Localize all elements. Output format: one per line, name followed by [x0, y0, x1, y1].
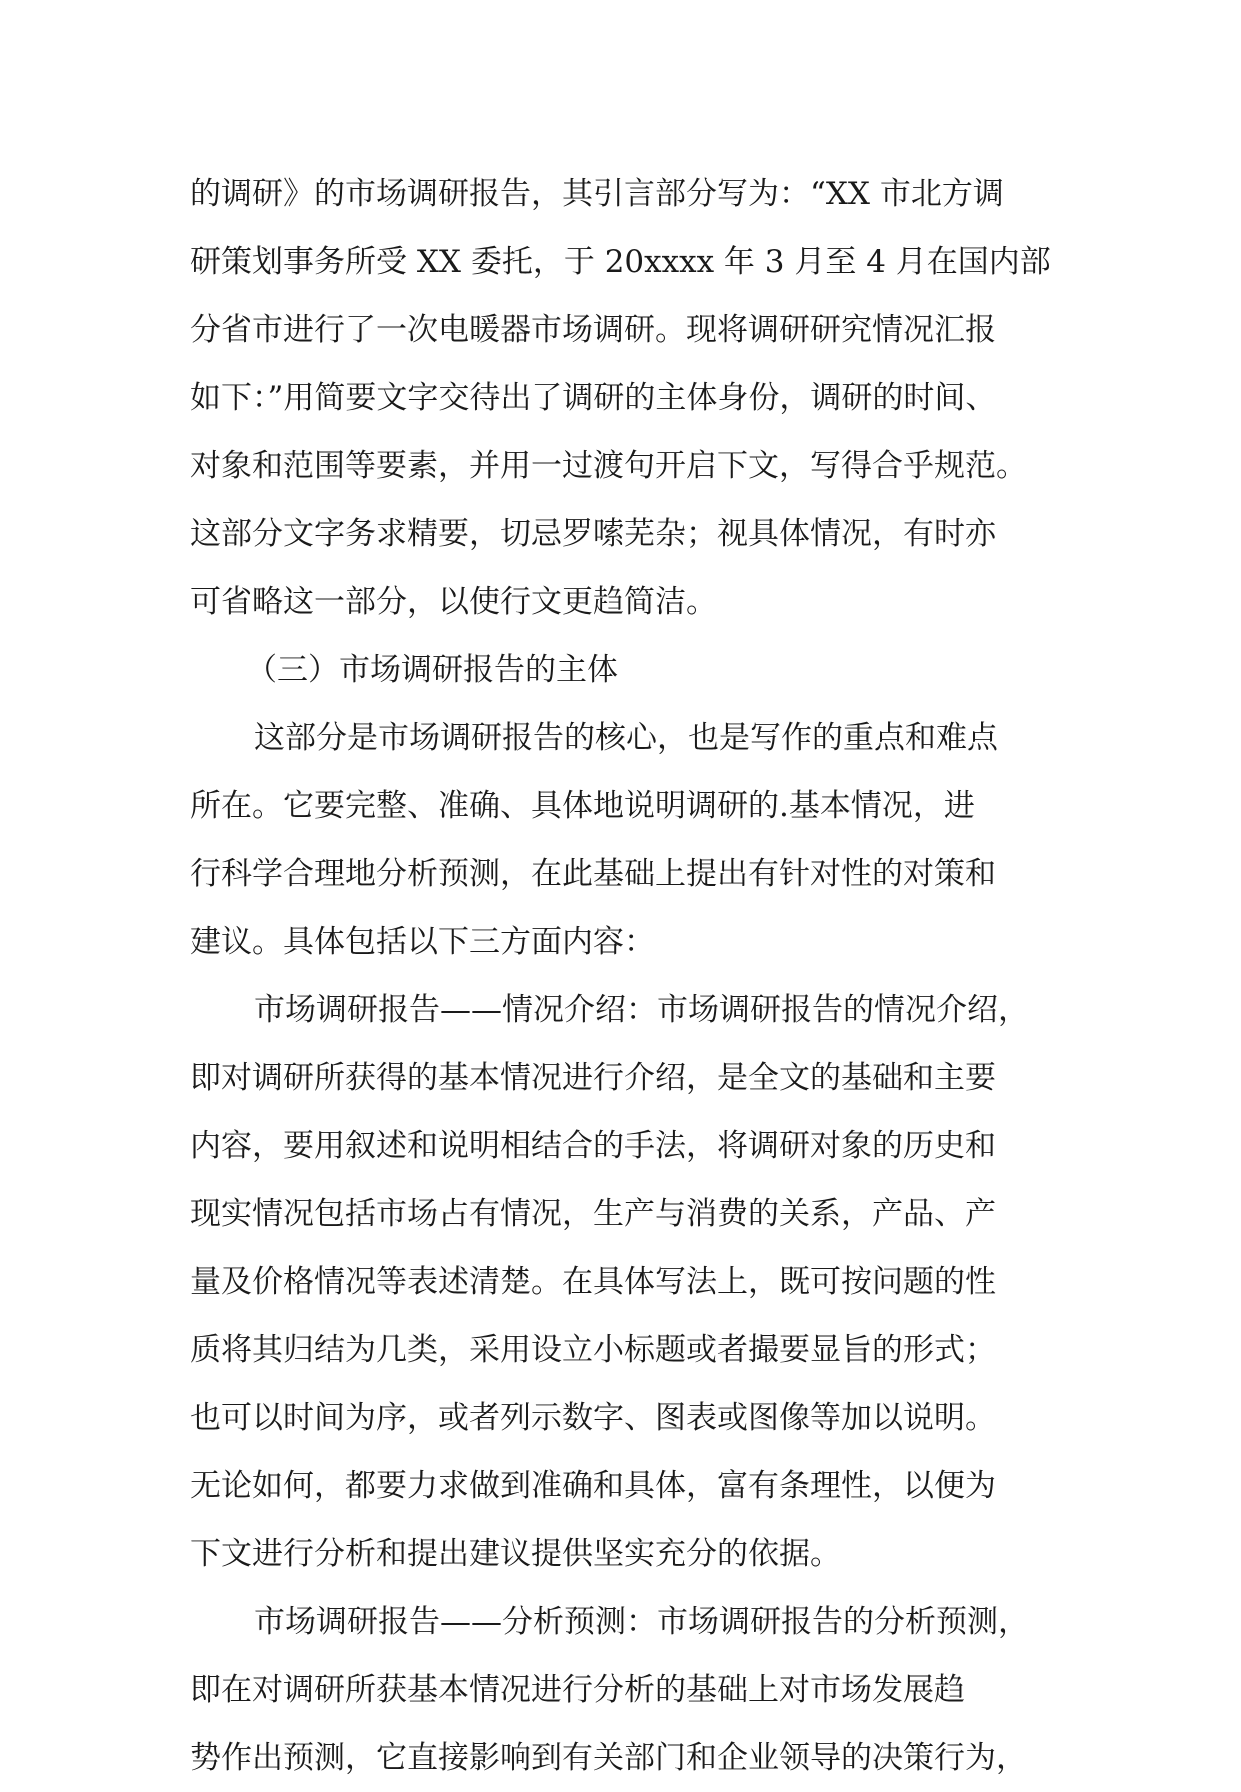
text-line: 所在。它要完整、准确、具体地说明调研的.基本情况，进 [190, 788, 975, 824]
text-line: 势作出预测，它直接影响到有关部门和企业领导的决策行为， [190, 1740, 1027, 1776]
text-line: 质将其归结为几类，采用设立小标题或者撮要显旨的形式； [190, 1332, 996, 1368]
paragraph-first-line: 这部分是市场调研报告的核心，也是写作的重点和难点 [254, 720, 998, 756]
paragraph-first-line: 市场调研报告——情况介绍：市场调研报告的情况介绍， [254, 992, 1029, 1028]
text-line: 量及价格情况等表述清楚。在具体写法上，既可按问题的性 [190, 1264, 996, 1300]
text-line: 这部分文字务求精要，切忌罗嗦芜杂；视具体情况，有时亦 [190, 516, 996, 552]
text-line: 下文进行分析和提出建议提供坚实充分的依据。 [190, 1536, 841, 1572]
document-body [190, 160, 1070, 1792]
text-line: 研策划事务所受 XX 委托，于 20xxxx 年 3 月至 4 月在国内部 [190, 244, 1051, 280]
text-line: 行科学合理地分析预测，在此基础上提出有针对性的对策和 [190, 856, 996, 892]
text-line: 即在对调研所获基本情况进行分析的基础上对市场发展趋 [190, 1672, 965, 1708]
paragraph-first-line: 市场调研报告——分析预测：市场调研报告的分析预测， [254, 1604, 1029, 1640]
text-line: 的调研》的市场调研报告，其引言部分写为：“XX 市北方调 [190, 176, 1004, 212]
section-heading: （三）市场调研报告的主体 [246, 652, 618, 688]
text-line: 如下：”用简要文字交待出了调研的主体身份，调研的时间、 [190, 380, 997, 416]
text-line: 可省略这一部分，以使行文更趋简洁。 [190, 584, 717, 620]
text-line: 内容，要用叙述和说明相结合的手法，将调研对象的历史和 [190, 1128, 996, 1164]
text-line: 无论如何，都要力求做到准确和具体，富有条理性，以便为 [190, 1468, 996, 1504]
text-line: 现实情况包括市场占有情况，生产与消费的关系，产品、产 [190, 1196, 996, 1232]
text-line: 分省市进行了一次电暖器市场调研。现将调研研究情况汇报 [190, 312, 996, 348]
text-line: 也可以时间为序，或者列示数字、图表或图像等加以说明。 [190, 1400, 996, 1436]
text-line: 即对调研所获得的基本情况进行介绍，是全文的基础和主要 [190, 1060, 996, 1096]
text-line: 对象和范围等要素，并用一过渡句开启下文，写得合乎规范。 [190, 448, 1027, 484]
text-line: 建议。具体包括以下三方面内容： [190, 924, 655, 960]
